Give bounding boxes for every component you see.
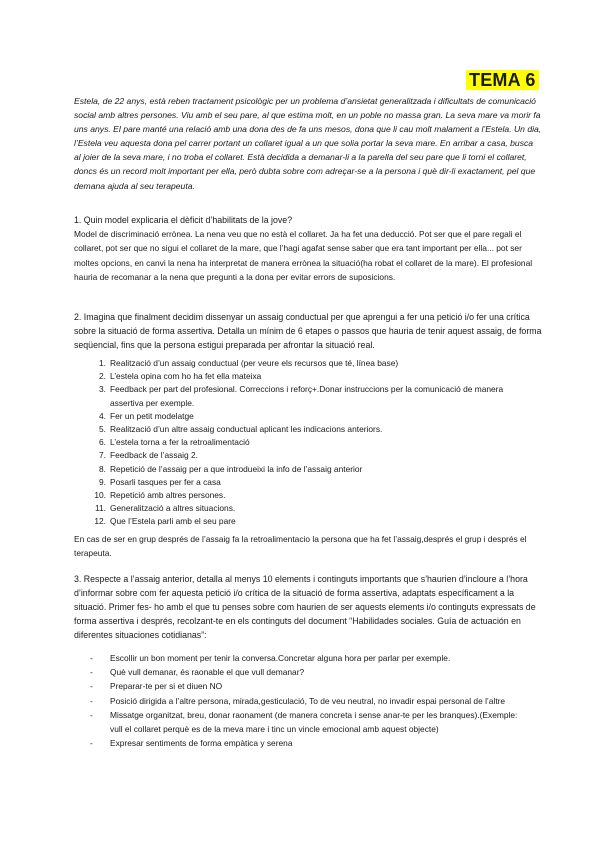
element-item (74, 736, 532, 750)
step-text: Feedback per part del profesional. Correccions i reforç+.Donar instruccions per la comunicació de manera assertiva per exemple. (110, 384, 504, 408)
step-text: Repetició amb altres persones. (110, 490, 226, 501)
elements-list (74, 651, 532, 750)
step-text: Generalització a altres situacions. (110, 503, 236, 514)
element-text: Què vull demanar, és raonable el que vull demanar? (110, 667, 305, 678)
element-item (74, 679, 532, 693)
step-item (74, 357, 534, 370)
step-number: 3. (99, 384, 106, 395)
element-item (74, 651, 532, 665)
step-number: 2. (99, 371, 106, 382)
step-number: 10. (94, 490, 106, 501)
step-number: 12. (94, 516, 106, 527)
element-item (74, 665, 532, 679)
step-text: Realització d’un altre assaig conductual aplicant les indicacions anteriors. (110, 424, 383, 435)
step-item (74, 515, 534, 528)
step-text: Realització d’un assaig conductual (per veure els recursos que té, línea base) (110, 358, 399, 368)
step-item (74, 489, 534, 502)
step-number: 7. (99, 450, 106, 461)
step-text: L’estela torna a fer la retroalimentació (110, 437, 250, 448)
step-number: 5. (99, 424, 106, 435)
step-text: Fer un petit modelatge (110, 410, 194, 421)
element-text: Preparar-te per si et diuen NO (110, 681, 223, 692)
step-item (74, 502, 534, 515)
case-intro: Estela, de 22 anys, està reben tractament psicològic per un problema d’ansietat generalitzada i dificultats de comunicació social amb altres persones. Viu amb el seu pare, al que estima molt, en un poble no massa gran. La seva mare va morir fa uns anys. El pare manté una relació amb una dona des de fa uns mesos, dona que li cau molt malament a l’Estela. Un dia, l’Estela veu aquesta dona pel carrer portant un collaret igual a un que solia portar la seva mare. En arribar a casa, busca al joier de la seva mare, i no troba el collaret. Està decidida a demanar-li a la parella del seu pare que li torni el collaret, doncs és un record molt important per ella, però dubta sobre com adreçar-se a la persona i què dir-li exactament, pel que demana ajuda al seu terapeuta. (74, 96, 542, 191)
step-item (74, 463, 534, 476)
step-item (74, 410, 534, 423)
step-number: 6. (99, 437, 106, 448)
step-item (74, 383, 534, 409)
answer-1: Model de discriminació errònea. La nena veu que no està el collaret. Ja ha fet una deducció. Pot ser que el pare regali el collaret, pot ser que no sigui el collaret de la mare, que l’hagi agafat sense saber que era tant important per ella... pot ser moltes opcions, en canvi la nena ha interpretat de manera errònea la situació(ha robat el collaret de la mare). El profesional hauria de recomanar a la nena que pregunti a la dona per evitar errors de suposicions. (74, 229, 533, 282)
dash-bullet: - (90, 738, 93, 749)
step-number: 1. (99, 358, 106, 368)
step-text: L’estela opina com ho ha fet ella mateixa (110, 371, 262, 382)
dash-bullet: - (90, 667, 93, 678)
step-item (74, 449, 534, 462)
element-text: Expresar sentiments de forma empàtica y serena (110, 738, 293, 749)
step-text: Feedback de l’assaig 2. (110, 450, 198, 461)
step-number: 8. (99, 463, 106, 474)
question-3: 3. Respecte a l’assaig anterior, detalla al menys 10 elements i continguts importants que s’haurien d’incloure a l’hora d’informar sobre com fer aquesta petició i/o crítica de la situació de forma assertiva, adaptats específicament a la situació. Primer fes- ho amb el que tu penses sobre com haurien de ser aquests elements i/o continguts expressats de forma assertiva i després, recolzant-te en els continguts del document “Habilidades sociales. Guía de actuación en diferentes situaciones cotidianas”: (74, 574, 536, 640)
step-item (74, 436, 534, 449)
dash-bullet: - (90, 653, 93, 663)
step-text: Que l’Estela parli amb el seu pare (110, 516, 236, 527)
dash-bullet: - (90, 681, 93, 692)
step-text: Repetició de l’assaig per a que introdueixi la info de l’assaig anterior (110, 463, 363, 474)
element-item (74, 694, 532, 708)
question-1: 1. Quin model explicaria el dèficit d’habilitats de la jove? (74, 215, 293, 225)
element-item (74, 708, 532, 736)
step-item (74, 370, 534, 383)
group-note: En cas de ser en grup després de l’assaig fa la retroalimentacio la persona que ha fet l’assaig,després el grup i després el terapeuta. (74, 534, 527, 559)
step-item (74, 476, 534, 489)
element-text: Missatge organitzat, breu, donar raonament (de manera concreta i sense anar-te per les branques).(Exemple: vull el collaret perquè es de la meva mare i tinc un vincle emocional amb aquest objecte) (110, 709, 518, 735)
question-2: 2. Imagina que finalment decidim dissenyar un assaig conductual per que aprengui a fer una petició i/o fer una crítica sobre la situació de forma assertiva. Detalla un mínim de 6 etapes o passos que hauria de tenir aquest assaig, de forma seqüencial, fins que la persona estigui preparada per afrontar la situació real. (74, 312, 542, 350)
topic-title: TEMA 6 (466, 70, 539, 90)
step-number: 11. (94, 503, 106, 514)
element-text: Posició dirigida a l’altre persona, mirada,gesticulació, To de veu neutral, no invadir espai personal de l’altre (110, 695, 506, 706)
dash-bullet: - (90, 695, 93, 706)
step-number: 4. (99, 410, 106, 421)
step-number: 9. (99, 476, 106, 487)
dash-bullet: - (90, 709, 93, 720)
element-text: Escollir un bon moment per tenir la conversa.Concretar alguna hora per parlar per exemple. (110, 653, 451, 663)
step-text: Posarli tasques per fer a casa (110, 476, 221, 487)
question-1-block (74, 213, 544, 284)
steps-list (74, 357, 534, 529)
step-item (74, 423, 534, 436)
